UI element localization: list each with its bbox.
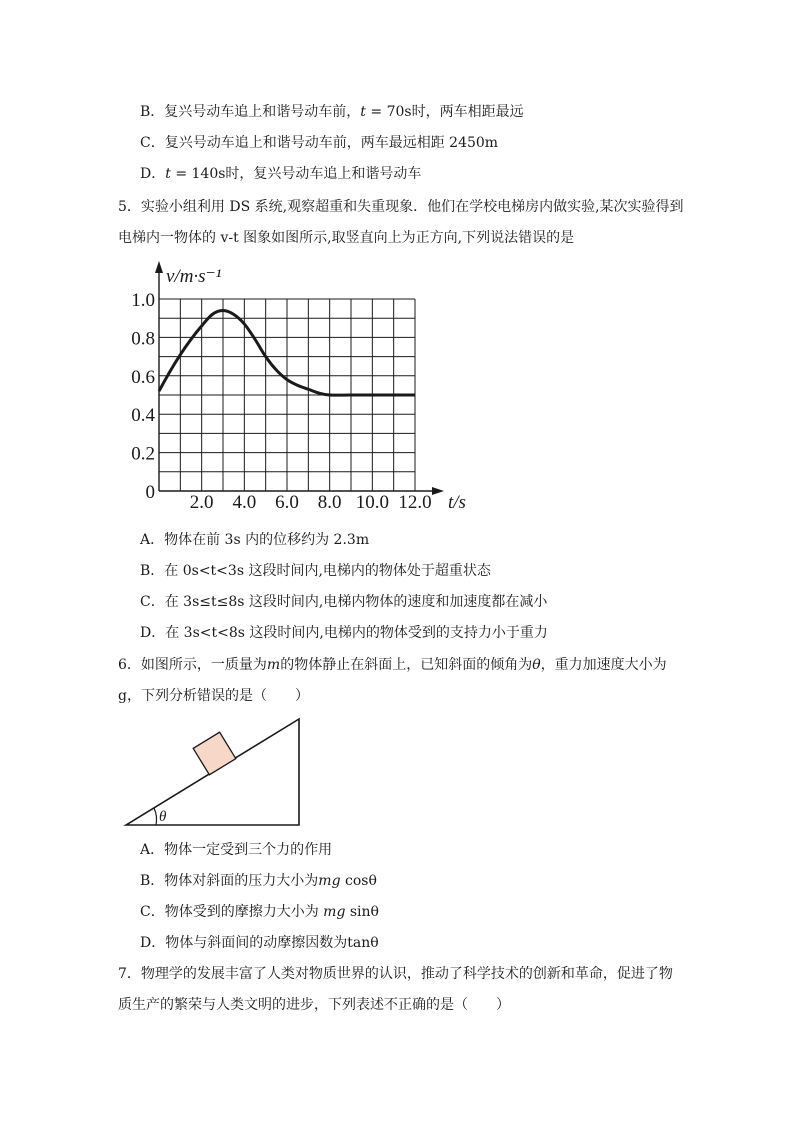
y-tick-label: 0.2 xyxy=(131,443,155,465)
chart-axes xyxy=(155,261,444,495)
incline-diagram xyxy=(118,712,308,832)
x-tick-label: 10.0 xyxy=(355,492,389,513)
q5-stem-line1: 5．实验小组利用 DS 系统,观察超重和失重现象．他们在学校电梯房内做实验,某次实验得到 xyxy=(118,199,684,215)
x-tick-label: 8.0 xyxy=(317,492,342,513)
x-axis-label: t/s xyxy=(448,492,466,513)
y-tick-label: 0.8 xyxy=(131,328,155,350)
q7-stem-line2: 质生产的繁荣与人类文明的进步，下列表述不正确的是（ ） xyxy=(118,997,510,1013)
q6-option-b: B．物体对斜面的压力大小为mg cosθ xyxy=(140,873,377,889)
y-axis-label: v/m·s⁻¹ xyxy=(166,266,222,287)
y-tick-labels xyxy=(131,290,155,503)
q5-stem-line2: 电梯内一物体的 v-t 图象如图所示,取竖直向上为正方向,下列说法错误的是 xyxy=(118,230,575,246)
q6-stem-line2: g，下列分析错误的是（ ） xyxy=(118,688,309,704)
vt-chart xyxy=(118,255,488,520)
q6-stem-line1: 6．如图所示，一质量为m的物体静止在斜面上，已知斜面的倾角为θ，重力加速度大小为 xyxy=(118,657,667,673)
x-tick-label: 4.0 xyxy=(232,492,257,513)
q4-option-b: B．复兴号动车追上和谐号动车前，t = 70s时，两车相距最远 xyxy=(140,104,524,120)
q6-option-c: C．物体受到的摩擦力大小为 mg sinθ xyxy=(140,904,379,920)
q7-stem-line1: 7．物理学的发展丰富了人类对物质世界的认识，推动了科学技术的创新和革命，促进了物 xyxy=(118,966,673,982)
x-tick-labels xyxy=(190,492,432,513)
q4-option-c: C．复兴号动车追上和谐号动车前，两车最远相距 2450m xyxy=(140,135,499,151)
q5-option-a: A．物体在前 3s 内的位移约为 2.3m xyxy=(140,532,370,548)
x-tick-label: 6.0 xyxy=(275,492,299,513)
x-axis-arrow xyxy=(432,487,444,495)
x-tick-label: 2.0 xyxy=(189,492,214,513)
y-tick-label: 1.0 xyxy=(131,290,155,311)
q4-option-d: D．t = 140s时，复兴号动车追上和谐号动车 xyxy=(140,166,422,182)
q6-option-d: D．物体与斜面间的动摩擦因数为tanθ xyxy=(140,935,379,951)
x-tick-label: 12.0 xyxy=(398,492,432,513)
q6-option-a: A．物体一定受到三个力的作用 xyxy=(140,842,333,858)
q5-option-d: D．在 3s<t<8s 这段时间内,电梯内的物体受到的支持力小于重力 xyxy=(140,625,548,641)
q5-option-c: C．在 3s≤t≤8s 这段时间内,电梯内物体的速度和加速度都在减小 xyxy=(140,594,548,610)
y-tick-label: 0.4 xyxy=(131,405,155,427)
angle-label: θ xyxy=(159,809,167,825)
y-axis-arrow xyxy=(155,261,163,273)
y-tick-label: 0.6 xyxy=(131,366,155,388)
y-tick-label: 0 xyxy=(145,482,155,503)
q5-option-b: B．在 0s<t<3s 这段时间内,电梯内的物体处于超重状态 xyxy=(140,563,491,579)
